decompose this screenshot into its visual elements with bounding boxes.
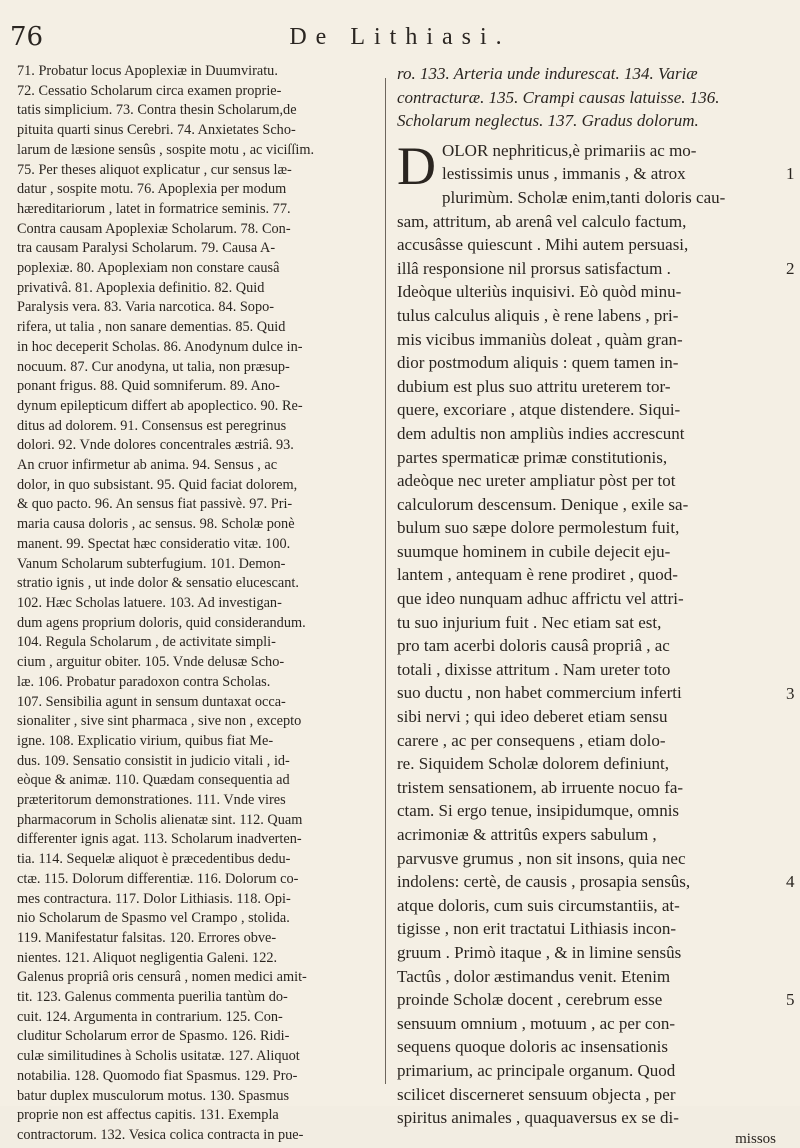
body-line: totali , dixisse attritum . Nam ureter toto	[397, 659, 671, 679]
margin-number: 2	[786, 258, 795, 278]
summary-line: 71. Probatur locus Apoplexiæ in Duumviratu.	[17, 63, 278, 79]
body-line: dubium est plus suo attritu ureterem tor-	[397, 376, 671, 396]
body-line: accusâsse quiescunt . Mihi autem persuasi,	[397, 235, 689, 255]
summary-line: Galenus propriâ oris censurâ , nomen medici amit-	[17, 969, 307, 986]
summary-line: Contra causam Apoplexiæ Scholarum. 78. Con-	[17, 220, 291, 237]
summary-line: batur duplex musculorum motus. 130. Spasmus	[17, 1087, 290, 1104]
right-column-text	[397, 62, 782, 1148]
page-header	[0, 22, 800, 62]
summary-line: igne. 108. Explicatio virium, quibus fiat Me-	[17, 732, 274, 749]
summary-line: larum de læsione sensûs , sospite motu , ac viciſſim.	[17, 141, 315, 158]
summary-line: ctæ. 115. Dolorum differentiæ. 116. Dolorum co-	[17, 870, 299, 887]
summary-line: stratio ignis , ut inde dolor & sensatio elucescant.	[17, 575, 299, 592]
summary-line: læ. 106. Probatur paradoxon contra Scholas.	[17, 673, 271, 690]
body-line: indolens: certè, de causis , prosapia sensûs,	[397, 872, 691, 892]
summary-line: dolori. 92. Vnde dolores concentrales æstriâ. 93.	[17, 437, 294, 454]
summary-line: mes contractura. 117. Dolor Lithiasis. 118. Opi-	[17, 890, 291, 907]
summary-line: Scholarum neglectus. 137. Gradus dolorum.	[397, 111, 699, 131]
body-line: lestissimis unus , immanis , & atrox	[442, 164, 686, 184]
summary-line: ditus ad dolorem. 91. Consensus est peregrinus	[17, 417, 287, 434]
body-line: Ideòque ulteriùs inquisivi. Eò quòd minu-	[397, 282, 682, 302]
summary-line: in hoc deceperit Scholas. 86. Anodynum dulce in-	[17, 338, 303, 355]
body-line: suo ductu , non habet commercium inferti	[397, 683, 682, 703]
body-line: sibi nervi ; qui ideo deberet etiam sensu	[397, 707, 668, 727]
summary-line: tia. 114. Sequelæ aliquot è præcedentibus dedu-	[17, 851, 291, 868]
body-line: suumque hominem in cubile dejecit eju-	[397, 541, 671, 561]
summary-line: 75. Per theses aliquot explicatur , cur sensus læ-	[17, 161, 292, 178]
running-title: De Lithiasi.	[289, 24, 511, 50]
body-line: plurimùm. Scholæ enim,tanti doloris cau-	[442, 187, 726, 207]
body-line: lantem , antequam è rene prodiret , quod-	[397, 565, 678, 585]
body-line: illâ responsione nil prorsus satisfactum .	[397, 258, 671, 278]
drop-cap: D	[397, 135, 436, 196]
catchword: missos	[735, 1130, 776, 1147]
summary-line: Vanum Scholarum subterfugium. 101. Demon-	[17, 555, 286, 572]
margin-number: 4	[786, 872, 795, 892]
body-line: dem adultis non ampliùs indies accrescunt	[397, 423, 685, 443]
summary-line: 72. Cessatio Scholarum circa examen proprie-	[17, 82, 282, 99]
summary-line: nocuum. 87. Cur anodyna, ut talia, non præsup-	[17, 358, 290, 375]
body-line: acrimoniæ & attritûs expers sabulum ,	[397, 825, 657, 844]
body-line: primarium, ac principale organum. Quod	[397, 1060, 676, 1080]
summary-line: præteritorum demonstrationes. 111. Vnde vires	[17, 792, 286, 809]
summary-line: ponant frigus. 88. Quid somniferum. 89. Ano-	[17, 378, 280, 395]
body-line: OLOR nephriticus,è primariis ac mo-	[442, 140, 697, 160]
body-line: sam, attritum, ab arenâ vel calculo factum,	[397, 211, 687, 231]
summary-line: cluditur Scholarum error de Spasmo. 126. Ridi-	[17, 1028, 290, 1045]
body-line: que ideo nunquam adhuc affrictu vel attri-	[397, 589, 684, 609]
summary-line: sionaliter , sive sint pharmaca , sive non , excepto	[17, 713, 302, 730]
body-line: ctam. Si ergo tenue, insipidumque, omnis	[397, 801, 680, 821]
summary-line: eòque & animæ. 110. Quædam consequentia ad	[17, 772, 290, 789]
body-line: tulus calculus aliquis , è rene labens , pri-	[397, 305, 679, 325]
margin-number: 3	[786, 683, 795, 703]
body-line: sequens quoque doloris ac insensationis	[397, 1037, 669, 1057]
body-line: re. Siquidem Scholæ dolorem definiunt,	[397, 754, 669, 774]
summary-line: 102. Hæc Scholas latuere. 103. Ad investigan-	[17, 594, 282, 611]
summary-line: cium , arguitur obiter. 105. Vnde delusæ Scho-	[17, 654, 285, 671]
body-line: tu suo injurium fuit . Nec etiam sat est,	[397, 612, 662, 632]
summary-line: An cruor infirmetur ab anima. 94. Sensus , ac	[17, 457, 278, 474]
body-line: gruum . Primò itaque , & in limine sensûs	[397, 942, 682, 962]
summary-line: pituita quarti sinus Cerebri. 74. Anxietates Scho-	[17, 122, 296, 139]
summary-line: hæreditariorum , latet in formatrice seminis. 77.	[17, 200, 291, 217]
body-line: atque doloris, cum suis circumstantiis, at-	[397, 895, 680, 915]
summary-line: contracturæ. 135. Crampi causas latuisse. 136.	[397, 87, 720, 107]
summary-line: datur , sospite motu. 76. Apoplexia per modum	[17, 181, 287, 198]
margin-number: 1	[786, 164, 795, 184]
summary-line: pharmacorum in Scholis alienatæ sint. 112. Quam	[17, 811, 303, 828]
body-line: quere, excoriare , atque distendere. Siqui-	[397, 400, 681, 420]
summary-line: culæ similitudines à Scholis usitatæ. 127. Aliquot	[17, 1048, 300, 1065]
summary-line: tatis simplicium. 73. Contra thesin Scholarum,de	[17, 102, 297, 119]
summary-line: notabilia. 128. Quomodo fiat Spasmus. 129. Pro-	[17, 1067, 298, 1084]
body-line: mis vicibus immaniùs doleat , quàm gran-	[397, 329, 683, 349]
body-line: partes spermaticæ primæ constitutionis,	[397, 447, 668, 467]
summary-continuation	[397, 62, 782, 133]
body-line: adeòque nec ureter ampliatur pòst per tot	[397, 471, 676, 491]
summary-line: poplexiæ. 80. Apoplexiam non constare causâ	[17, 260, 280, 277]
body-line: bulum suo sæpe dolore permolestum fuit,	[397, 518, 680, 538]
body-line: dior postmodum aliquis : quem tamen in-	[397, 353, 679, 373]
summary-line: rifera, ut talia , non sanare dementias. 85. Quid	[17, 319, 286, 336]
summary-line: dum agens proprium doloris, quid considerandum.	[17, 614, 306, 631]
summary-line: cuit. 124. Argumenta in contrarium. 125. Con-	[17, 1008, 283, 1025]
body-line: carere , ac per consequens , etiam dolo-	[397, 730, 666, 750]
body-line: tristem sensationem, ab irruente nocuo fa-	[397, 777, 684, 797]
summary-line: 107. Sensibilia agunt in sensum duntaxat occa-	[17, 693, 286, 710]
summary-line: contractorum. 132. Vesica colica contracta in pue-	[17, 1126, 304, 1143]
body-line: calculorum descensum. Denique , exile sa-	[397, 494, 689, 514]
page-number: 76	[10, 22, 44, 52]
summary-line: dus. 109. Sensatio consistit in judicio vitali , id-	[17, 752, 290, 769]
summary-line: ro. 133. Arteria unde indurescat. 134. Variæ	[397, 64, 698, 83]
summary-line: tra causam Paralysi Scholarum. 79. Causa A-	[17, 240, 276, 257]
summary-line: nientes. 121. Aliquot negligentia Galeni. 122.	[17, 949, 278, 966]
summary-line: proprie non est affectus capitis. 131. Exempla	[17, 1107, 279, 1124]
body-line: Tactûs , dolor æstimandus venit. Etenim	[397, 966, 671, 986]
summary-line: 104. Regula Scholarum , de activitate simpli-	[17, 634, 276, 651]
summary-line: maria causa doloris , ac sensus. 98. Scholæ ponè	[17, 516, 295, 533]
chapter-body	[397, 135, 782, 1130]
summary-line: tit. 123. Galenus commenta puerilia tantùm do-	[17, 989, 288, 1006]
summary-line: dynum epilepticum differt ab apoplectico. 90. Re-	[17, 397, 303, 414]
summary-line: nio Scholarum de Spasmo vel Crampo , stolida.	[17, 910, 290, 927]
summary-line: differenter ignis agat. 113. Scholarum inadverten-	[17, 831, 302, 848]
left-column-summary	[17, 62, 379, 1146]
body-line: pro tam acerbi doloris causâ propriâ , ac	[397, 636, 670, 656]
body-line: scilicet discerneret sensuum objecta , per	[397, 1084, 676, 1104]
margin-number: 5	[786, 990, 795, 1010]
body-line: spiritus animales , quaquaversus ex se di-	[397, 1108, 679, 1128]
body-line: proinde Scholæ docent , cerebrum esse	[397, 990, 663, 1010]
body-line: parvusve grumus , non sit insons, quia nec	[397, 848, 686, 868]
summary-line: Paralysis vera. 83. Varia narcotica. 84. Sopo-	[17, 299, 275, 316]
body-line: sensuum omnium , motuum , ac per con-	[397, 1013, 676, 1033]
summary-line: 119. Manifestatur falsitas. 120. Errores obve-	[17, 929, 277, 946]
column-divider	[385, 78, 386, 1084]
body-line: tigisse , non erit tractatui Lithiasis incon-	[397, 919, 677, 939]
summary-line: manent. 99. Spectat hæc consideratio vitæ. 100.	[17, 535, 291, 552]
summary-line: dolor, in quo subsistant. 95. Quid faciat dolorem,	[17, 476, 298, 493]
summary-line: privativâ. 81. Apoplexia definitio. 82. Quid	[17, 279, 265, 296]
summary-line: & quo pacto. 96. An sensus fiat passivè. 97. Pri-	[17, 496, 293, 513]
